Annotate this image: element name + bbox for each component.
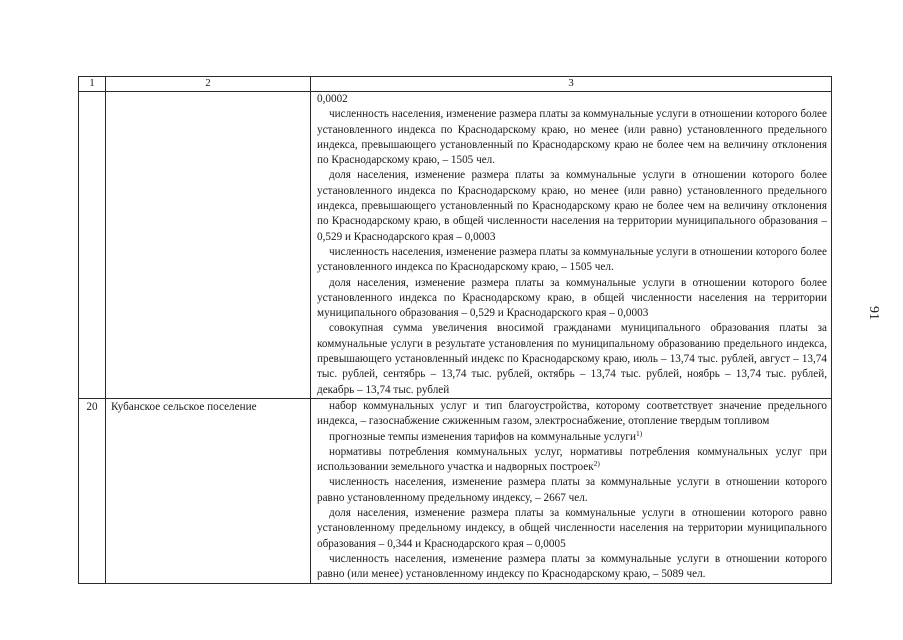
header-col-3: 3 <box>311 77 832 92</box>
footnote-marker: 1) <box>635 428 643 438</box>
paragraph: численность населения, изменение размера платы за коммунальные услуги в отношении которого более установленного индекса по Краснодарскому краю, – 1505 чел. <box>317 245 827 274</box>
row-name: Кубанское сельское поселение <box>106 398 311 583</box>
paragraph-text: нормативы потребления коммунальных услуг, нормативы потребления коммунальных услуг при использовании земельного участка и надворных построек <box>317 445 827 474</box>
row-name <box>106 92 311 399</box>
row-number: 20 <box>79 398 106 583</box>
paragraph <box>317 445 827 476</box>
paragraph: набор коммунальных услуг и тип благоустройства, которому соответствует значение предельного индекса, – газоснабжение сжиженным газом, электроснабжение, отопление твердым топливом <box>317 399 827 428</box>
paragraph: совокупная сумма увеличения вносимой гражданами муниципального образования платы за коммунальные услуги в результате установления по муниципальному образованию предельного индекса, превышающего установленный индекс по Краснодарскому краю, июль – 13,74 тыс. рублей, август – 13,74 тыс. рублей, сентябрь – 13,74 тыс. рублей, октябрь – 13,74 тыс. рублей, ноябрь – 13,74 тыс. рублей, декабрь – 13,74 тыс. рублей <box>317 322 827 396</box>
paragraph <box>317 430 827 445</box>
paragraph: численность населения, изменение размера платы за коммунальные услуги в отношении которого более установленного индекса по Краснодарскому краю, но менее (или равно) установленного предельного индекса, превышающего установленный по Краснодарскому краю не более чем на величину отклонения по Краснодарскому краю, – 1505 чел. <box>317 108 827 167</box>
row-number <box>79 92 106 399</box>
table-header-row <box>79 77 832 92</box>
page-number: 91 <box>866 306 881 320</box>
paragraph: численность населения, изменение размера платы за коммунальные услуги в отношении которого равно (или менее) установленному индексу по Краснодарскому краю, – 5089 чел. <box>317 552 827 581</box>
document-table <box>78 76 832 584</box>
footnote-marker: 2) <box>593 459 600 469</box>
row-content <box>311 398 832 583</box>
header-col-1: 1 <box>79 77 106 92</box>
table-row-continued <box>79 92 832 399</box>
paragraph-text: прогнозные темпы изменения тарифов на коммунальные услуги <box>329 430 636 443</box>
paragraph: 0,0002 <box>317 93 348 105</box>
paragraph: численность населения, изменение размера платы за коммунальные услуги в отношении которого равно установленному предельному индексу, – 2667 чел. <box>317 476 827 504</box>
paragraph: доля населения, изменение размера платы за коммунальные услуги в отношении которого более установленного индекса по Краснодарскому краю, в общей численности населения на территории муниципального образования – 0,529 и Краснодарского края – 0,0003 <box>317 276 827 320</box>
table-row-20 <box>79 398 832 583</box>
paragraph: доля населения, изменение размера платы за коммунальные услуги в отношении которого равно установленному предельному индексу, в общей численности населения на территории муниципального образования – 0,344 и Краснодарского края – 0,0005 <box>317 507 827 550</box>
paragraph: доля населения, изменение размера платы за коммунальные услуги в отношении которого более установленного индекса по Краснодарскому краю, но менее (или равно) установленного предельного индекса, превышающего установленный по Краснодарскому краю не более чем на величину отклонения по Краснодарскому краю, в общей численности населения на территории муниципального образования – 0,529 и Краснодарского края – 0,0003 <box>317 169 827 243</box>
row-content <box>311 92 832 399</box>
header-col-2: 2 <box>106 77 311 92</box>
